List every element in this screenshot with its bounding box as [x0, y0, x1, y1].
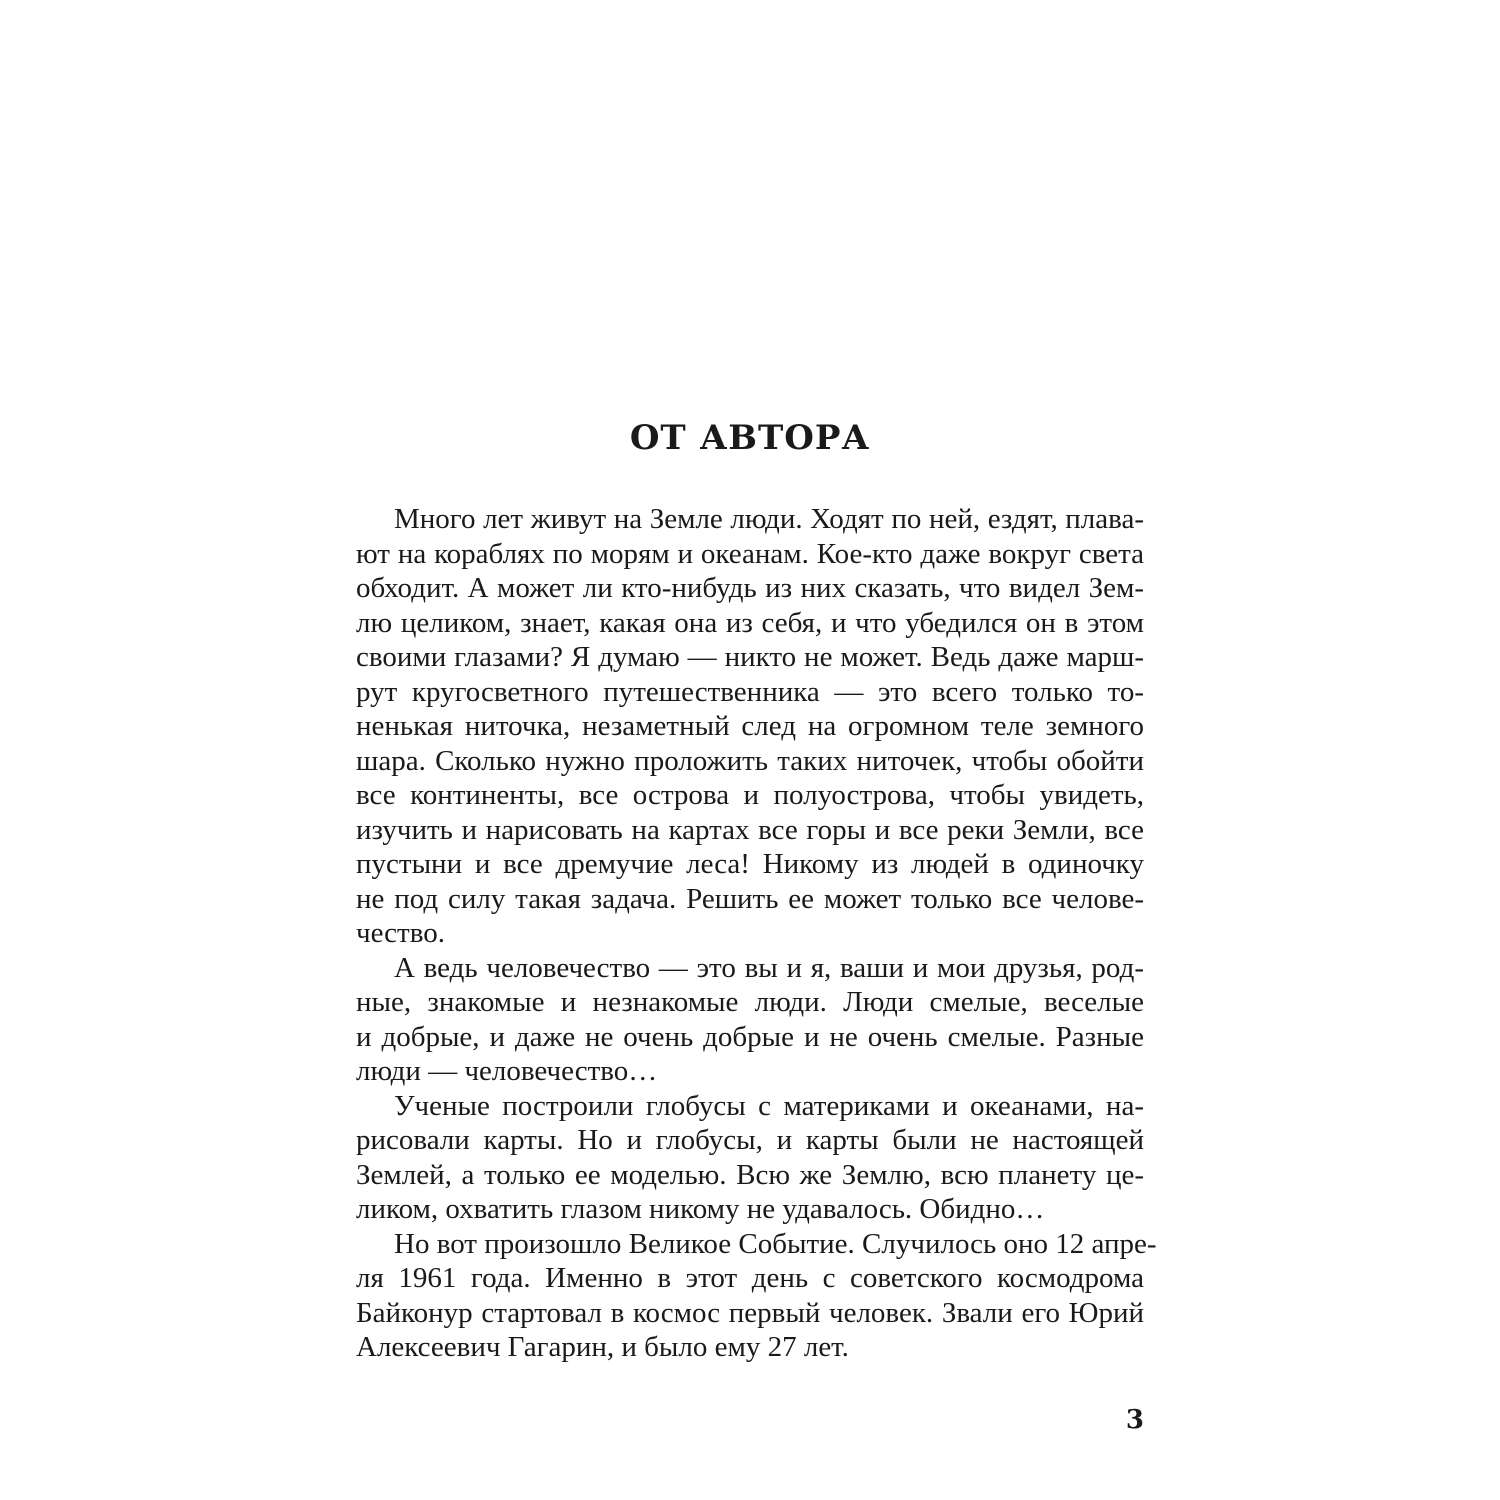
paragraph-1 — [356, 502, 1144, 951]
text-line: Но вот произошло Великое Событие. Случилось оно 12 апре- — [394, 1227, 1157, 1260]
text-line: ненькая ниточка, незаметный след на огромном теле земного — [356, 710, 1144, 742]
text-line: и добрые, и даже не очень добрые и не очень смелые. Разные — [356, 1020, 1144, 1053]
text-line: Много лет живут на Земле люди. Ходят по ней, ездят, плава- — [394, 503, 1144, 535]
text-line: рисовали карты. Но и глобусы, и карты были не настоящей — [356, 1124, 1144, 1156]
text-line: изучить и нарисовать на картах все горы и все реки Земли, все — [356, 813, 1144, 846]
text-line: все континенты, все острова и полуострова, чтобы увидеть, — [356, 779, 1144, 811]
text-line: Ученые построили глобусы с материками и океанами, на- — [394, 1089, 1144, 1122]
text-line: ликом, охватить глазом никому не удавалось. Обидно… — [356, 1193, 1045, 1225]
text-line: ют на кораблях по морям и океанам. Кое-кто даже вокруг света — [356, 537, 1144, 570]
text-line: Алексеевич Гагарин, и было ему 27 лет. — [356, 1331, 849, 1363]
text-line: лю целиком, знает, какая она из себя, и что убедился он в этом — [356, 606, 1144, 639]
text-line: ля 1961 года. Именно в этот день с советского космодрома — [356, 1262, 1144, 1294]
text-line: не под силу такая задача. Решить ее может только все челове- — [356, 882, 1144, 915]
text-line: шара. Сколько нужно проложить таких ниточек, чтобы обойти — [356, 744, 1144, 777]
text-line: А ведь человечество — это вы и я, ваши и мои друзья, род- — [394, 951, 1144, 984]
text-line: Землей, а только ее моделью. Всю же Землю, всю планету це- — [356, 1158, 1144, 1191]
text-line: Байконур стартовал в космос первый человек. Звали его Юрий — [356, 1296, 1144, 1329]
paragraph-3 — [356, 1089, 1144, 1227]
text-line: обходит. А может ли кто-нибудь из них сказать, что видел Зем- — [356, 572, 1144, 604]
page-number: 3 — [1125, 1405, 1144, 1435]
paragraph-2 — [356, 951, 1144, 1089]
chapter-heading: ОТ АВТОРА — [629, 418, 871, 458]
text-line: чество. — [356, 917, 445, 949]
paragraph-4 — [356, 1227, 1157, 1365]
text-line: своими глазами? Я думаю — никто не может. Ведь даже марш- — [356, 641, 1144, 673]
text-line: рут кругосветного путешественника — это всего только то- — [356, 675, 1144, 708]
text-line: ные, знакомые и незнакомые люди. Люди смелые, веселые — [356, 986, 1144, 1018]
text-line: пустыни и все дремучие леса! Никому из людей в одиночку — [356, 848, 1144, 880]
text-line: люди — человечество… — [356, 1055, 658, 1087]
body-text — [356, 502, 1157, 1365]
